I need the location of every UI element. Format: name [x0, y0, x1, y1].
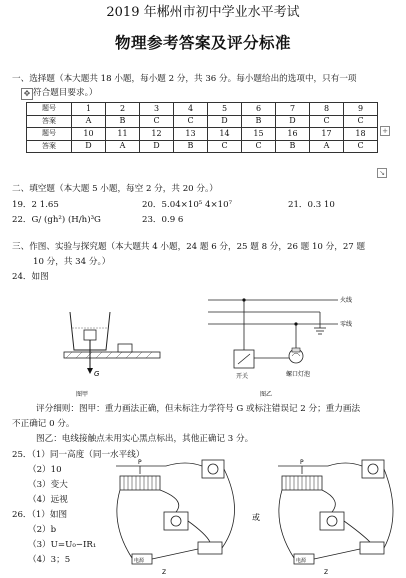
- or-label: 或: [252, 513, 260, 522]
- scoring-note-1: 评分细则：图甲：重力画法正确，但未标注力学符号 G 或标注错误记 2 分；重力画法: [36, 404, 361, 414]
- table-row-header: 题号: [27, 128, 72, 141]
- figure-yi: [200, 292, 380, 402]
- table-row-header: 答案: [27, 115, 72, 128]
- table-cell: 13: [174, 128, 208, 141]
- answer-table: [26, 102, 378, 153]
- table-cell: 18: [344, 128, 378, 141]
- section-3-heading: 三、作图、实验与探究题（本大题共 4 小题，24 题 6 分，25 题 8 分，26 题 10 分，27 题: [12, 242, 366, 252]
- z-label-right: Z: [324, 569, 329, 576]
- table-cell: 1: [72, 103, 106, 116]
- table-cell: 11: [106, 128, 140, 141]
- answer-25-1: 25．（1）同一高度（同一水平线）: [12, 450, 145, 460]
- table-cell: C: [344, 115, 378, 128]
- answer-26-1: 26．（1）如图: [12, 510, 68, 520]
- table-cell: D: [72, 140, 106, 153]
- table-row-header: 题号: [27, 103, 72, 116]
- table-cell: C: [310, 115, 344, 128]
- answer-25-2: （2）10: [28, 465, 62, 475]
- table-corner-icon[interactable]: ↘: [377, 168, 387, 178]
- section-3-heading-cont: 10 分，共 34 分。）: [33, 257, 111, 267]
- answer-23: 23．0.9 6: [142, 215, 184, 225]
- table-cell: 17: [310, 128, 344, 141]
- table-row: [27, 103, 378, 116]
- circuit-right: [278, 460, 393, 564]
- answer-22: 22．G/ (gh²) (H/h)³G: [12, 215, 101, 225]
- table-cell: 14: [208, 128, 242, 141]
- table-cell: 4: [174, 103, 208, 116]
- section-1-heading: 一、选择题（本大题共 18 小题，每小题 2 分，共 36 分。每小题给出的选项中，只有一项: [12, 74, 357, 84]
- table-cell: 2: [106, 103, 140, 116]
- table-cell: 15: [242, 128, 276, 141]
- table-cell: D: [276, 115, 310, 128]
- switch-label: 开关: [236, 373, 249, 380]
- table-cell: 3: [140, 103, 174, 116]
- circuit-left: [116, 460, 235, 564]
- table-cell: C: [344, 140, 378, 153]
- neutral-wire-label: 零线: [340, 321, 353, 328]
- table-row: [27, 140, 378, 153]
- bulb-label: 螺口灯泡: [286, 371, 311, 378]
- section-2-heading: 二、填空题（本大题 5 小题，每空 2 分，共 20 分。）: [12, 184, 218, 194]
- table-cell: 7: [276, 103, 310, 116]
- answer-25-3: （3）变大: [28, 480, 68, 490]
- page-title: 物理参考答案及评分标准: [114, 33, 291, 52]
- table-cell: B: [174, 140, 208, 153]
- figure-jia: [56, 300, 168, 400]
- table-cell: 5: [208, 103, 242, 116]
- figure-jia-caption: 图甲: [76, 391, 89, 398]
- circuit-figures: [106, 454, 398, 576]
- table-cell: D: [140, 140, 174, 153]
- force-label-g: G: [94, 370, 100, 378]
- z-label-left: Z: [162, 569, 167, 576]
- table-cell: A: [310, 140, 344, 153]
- figure-yi-caption: 图乙: [260, 391, 273, 398]
- table-cell: 10: [72, 128, 106, 141]
- slider-label-left: P: [138, 459, 142, 466]
- table-resize-icon[interactable]: +: [380, 126, 390, 136]
- answer-26-4: （4）3；5: [28, 555, 71, 565]
- table-cell: 12: [140, 128, 174, 141]
- power-label-right: 电源: [296, 558, 307, 564]
- table-cell: B: [242, 115, 276, 128]
- table-cell: C: [140, 115, 174, 128]
- section-1-heading-cont: 符合题目要求。）: [33, 88, 98, 98]
- table-row: [27, 115, 378, 128]
- live-wire-label: 火线: [340, 297, 353, 304]
- answer-25-4: （4）远视: [28, 495, 68, 505]
- table-cell: C: [208, 140, 242, 153]
- table-cell: C: [174, 115, 208, 128]
- table-cell: C: [242, 140, 276, 153]
- power-label-left: 电源: [134, 558, 145, 564]
- scoring-note-2: 不正确记 0 分。: [12, 419, 75, 429]
- answer-26-3: （3）U=U₀−IR₁: [28, 540, 97, 550]
- table-row: [27, 128, 378, 141]
- answer-26-2: （2）b: [28, 525, 57, 535]
- move-handle-icon[interactable]: ✥: [21, 88, 33, 100]
- answer-24: 24．如图: [12, 272, 49, 282]
- answer-20: 20．5.04×10⁵ 4×10⁷: [142, 200, 233, 210]
- answer-21: 21．0.3 10: [288, 200, 335, 210]
- table-cell: 16: [276, 128, 310, 141]
- slider-label-right: P: [300, 459, 304, 466]
- table-cell: B: [276, 140, 310, 153]
- table-cell: 9: [344, 103, 378, 116]
- table-cell: B: [106, 115, 140, 128]
- table-cell: 6: [242, 103, 276, 116]
- table-row-header: 答案: [27, 140, 72, 153]
- table-cell: D: [208, 115, 242, 128]
- answer-19: 19．2 1.65: [12, 200, 59, 210]
- exam-header: 2019 年郴州市初中学业水平考试: [106, 5, 300, 20]
- table-cell: A: [106, 140, 140, 153]
- table-cell: 8: [310, 103, 344, 116]
- scoring-note-3: 图乙：电线接触点未用实心黑点标出，其他正确记 3 分。: [36, 434, 254, 444]
- table-cell: A: [72, 115, 106, 128]
